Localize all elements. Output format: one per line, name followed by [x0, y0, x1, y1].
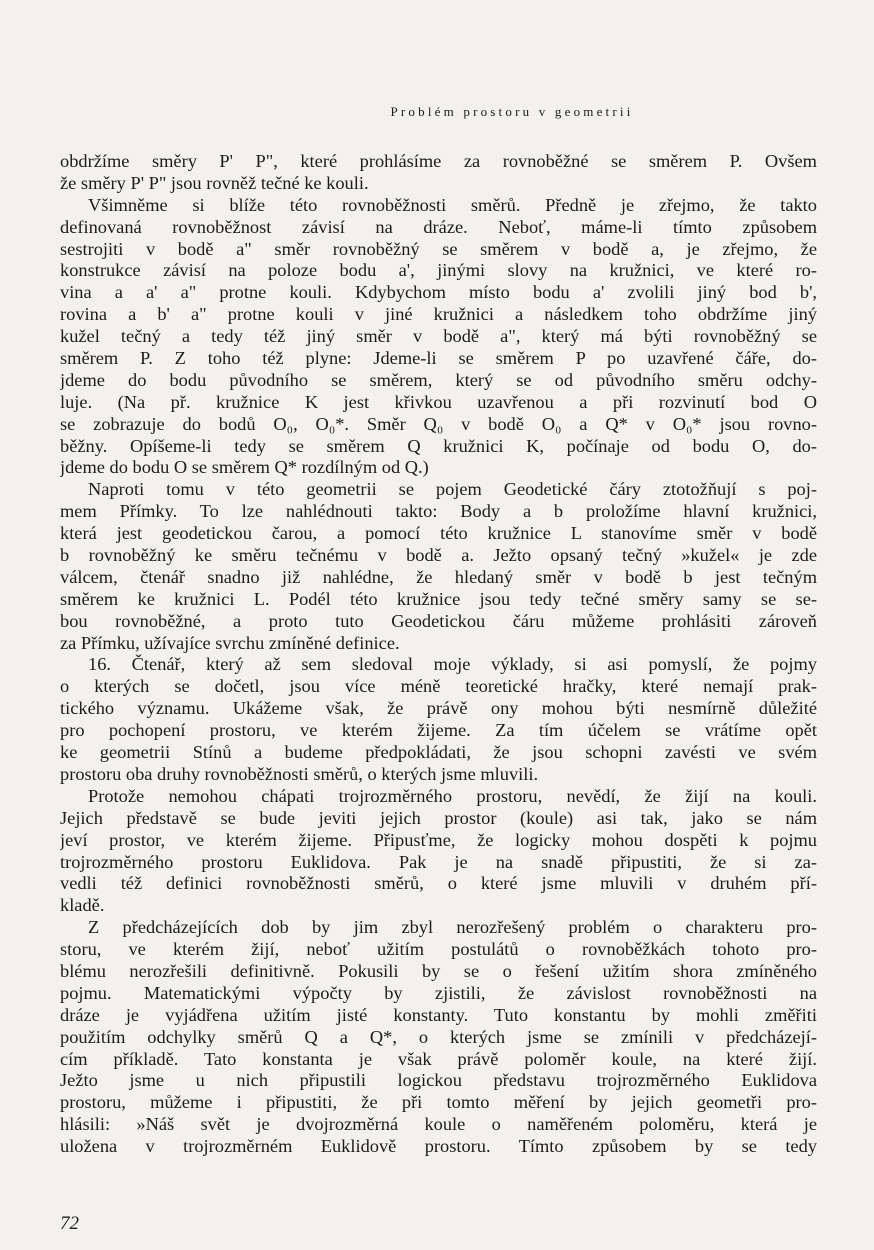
text-line: uložena v trojrozměrném Euklidově prostoru. Tímto způsobem by se tedy — [60, 1136, 817, 1157]
text-line: směrem ke kružnici L. Podél této kružnice jsou tedy tečné směry samy se se- — [60, 588, 817, 609]
text-line: tického významu. Ukážeme však, že právě ony mohou býti nesmírně důležité — [60, 698, 817, 719]
page-number: 72 — [60, 1213, 79, 1234]
text-line: storu, ve kterém žijí, neboť užitím postulátů o rovnoběžkách tohoto pro- — [60, 939, 817, 960]
text-line: hlásili: »Náš svět je dvojrozměrná koule o naměřeném poloměru, která je — [60, 1114, 817, 1135]
text-line: definovaná rovnoběžnost závisí na dráze. Neboť, máme-li tímto způsobem — [60, 216, 817, 237]
text-line: běžny. Opíšeme-li tedy se směrem Q kružnici K, počínaje od bodu O, do- — [60, 435, 817, 456]
text-line: pro pochopení prostoru, ve kterém žijeme. Za tím účelem se vrátíme opět — [60, 720, 817, 741]
running-header: Problém prostoru v geometrii — [390, 104, 634, 119]
text-line: 16. Čtenář, který až sem sledoval moje výklady, si asi pomyslí, že pojmy — [88, 654, 817, 675]
text-line: ke geometrii Stínů a budeme předpokládati, že jsou schopni zavésti ve svém — [60, 742, 817, 763]
text-line: cím příkladě. Tato konstanta je však právě poloměr koule, na které žijí. — [60, 1048, 817, 1069]
text-line: jeví prostor, ve kterém žijeme. Připusťme, že logicky mohou dospěti k pojmu — [60, 829, 817, 850]
text-line: za Přímku, užívajíce svrchu zmíněné definice. — [60, 632, 400, 653]
text-line: se zobrazuje do bodů O₀, O₀*. Směr Q₀ v bodě O₀ a Q* v O₀* jsou rovno- — [60, 413, 817, 434]
text-line: kladě. — [60, 895, 105, 916]
text-line: prostoru, můžeme i připustiti, že při tomto měření by jejich geometři pro- — [60, 1092, 817, 1113]
text-line: blému nerozřešili definitivně. Pokusili by se o řešení užitím shora zmíněného — [60, 960, 817, 981]
text-line: obdržíme směry P' P", které prohlásíme za rovnoběžné se směrem P. Ovšem — [60, 151, 817, 171]
text-line: dráze je vyjádřena užitím jisté konstanty. Tuto konstantu by mohli změřiti — [60, 1004, 817, 1025]
body-text — [60, 151, 817, 1158]
text-line: že směry P' P" jsou rovněž tečné ke kouli. — [60, 172, 369, 193]
text-line: o kterých se dočetl, jsou více méně teoretické hračky, které nemají prak- — [60, 676, 817, 697]
text-line: bou rovnoběžné, a proto tuto Geodetickou čáru můžeme prohlásiti zároveň — [60, 610, 817, 631]
text-line: Protože nemohou chápati trojrozměrného prostoru, nevědí, že žijí na kouli. — [88, 785, 817, 806]
text-line: b rovnoběžný ke směru tečnému v bodě a. Ježto opsaný tečný »kužel« je zde — [60, 545, 817, 566]
text-line: Naproti tomu v této geometrii se pojem Geodetické čáry ztotožňují s poj- — [88, 479, 817, 500]
text-line: použitím odchylky směrů Q a Q*, o kterých jsme se zmínili v předcházejí- — [60, 1026, 817, 1047]
text-line: Ježto jsme u nich připustili logickou představu trojrozměrného Euklidova — [60, 1070, 817, 1091]
text-line: která jest geodetickou čarou, a pomocí této kružnice L stanovíme směr v bodě — [60, 523, 817, 544]
text-line: vedli též definici rovnoběžnosti směrů, o které jsme mluvili v druhém pří- — [60, 873, 817, 894]
text-line: směrem P. Z toho též plyne: Jdeme-li se směrem P po uzavřené čáře, do- — [60, 348, 817, 369]
text-line: mem Přímky. To lze nahlédnouti takto: Body a b proložíme hlavní kružnici, — [60, 501, 817, 522]
text-line: kužel tečný a tedy též jiný směr v bodě a", který má býti rovnoběžný se — [60, 326, 817, 347]
text-line: prostoru oba druhy rovnoběžnosti směrů, o kterých jsme mluvili. — [60, 763, 539, 784]
text-line: konstrukce závisí na poloze bodu a', jinými slovy na kružnici, ve které ro- — [60, 260, 817, 281]
text-line: Jejich představě se bude jeviti jejich prostor (koule) asi tak, jako se nám — [60, 807, 817, 828]
text-line: rovina a b' a" protne kouli v jiné kružnici a následkem toho obdržíme jiný — [60, 304, 817, 325]
text-line: jdeme do bodu O se směrem Q* rozdílným od Q.) — [60, 457, 429, 478]
text-line: válcem, čtenář snadno již nahlédne, že hledaný směr v bodě b jest tečným — [60, 566, 817, 587]
text-line: Z předcházejících dob by jim zbyl nerozřešený problém o charakteru pro- — [88, 917, 817, 938]
text-line: trojrozměrného prostoru Euklidova. Pak je na snadě připustiti, že si za- — [60, 851, 817, 872]
text-line: vina a a' a" protne kouli. Kdybychom místo bodu a' zvolili jiný bod b', — [60, 282, 817, 303]
text-line: pojmu. Matematickými výpočty by zjistili, že závislost rovnoběžnosti na — [60, 982, 817, 1003]
text-line: luje. (Na př. kružnice K jest křivkou uzavřenou a při rozvinutí bod O — [60, 391, 817, 412]
text-line: sestrojiti v bodě a" směr rovnoběžný se směrem v bodě a, je zřejmo, že — [60, 238, 817, 259]
text-line: Všimněme si blíže této rovnoběžnosti směrů. Předně je zřejmo, že takto — [88, 194, 817, 215]
text-line: jdeme do bodu původního se směrem, který se od původního směru odchy- — [60, 369, 817, 390]
